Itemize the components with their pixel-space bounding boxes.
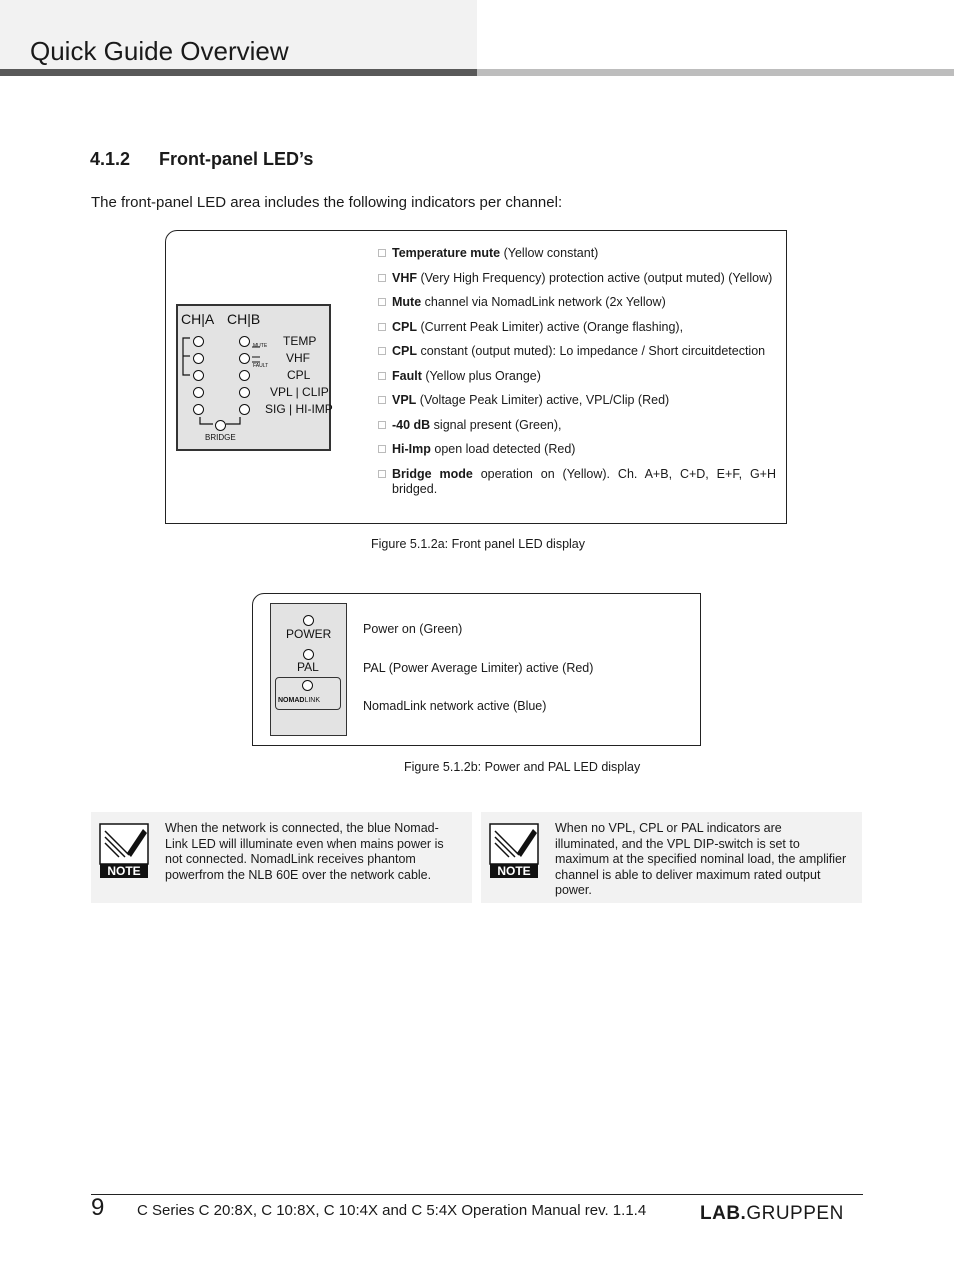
list-item: Fault (Yellow plus Orange) — [378, 369, 776, 384]
panel-label-temp: TEMP — [283, 334, 317, 348]
panel-label-vpl-clip: VPL | CLIP — [270, 385, 329, 399]
note-text: When the network is connected, the blue Nomad-Link LED will illuminate even when mains power is not connected. NomadLink receives phantom powerfrom the NLB 60E over the network cable. — [165, 821, 444, 882]
brand-logo-gruppen: GRUPPEN — [746, 1203, 844, 1224]
led-nomadlink — [302, 680, 313, 691]
note-icon — [489, 823, 539, 879]
footer-rule — [91, 1194, 863, 1195]
panel-label-sig-hiimp: SIG | HI-IMP — [265, 402, 333, 416]
figure1-caption: Figure 5.1.2a: Front panel LED display — [371, 537, 586, 551]
header-rule-light — [477, 69, 954, 76]
led-power — [303, 615, 314, 626]
list-item: VHF (Very High Frequency) protection active (output muted) (Yellow) — [378, 271, 776, 286]
note-icon — [99, 823, 149, 879]
list-item: Mute channel via NomadLink network (2x Yellow) — [378, 295, 776, 310]
led-indicator-list — [378, 246, 776, 506]
panel-label-pal: PAL — [297, 660, 319, 674]
list-item: -40 dB signal present (Green), — [378, 418, 776, 433]
intro-paragraph: The front-panel LED area includes the following indicators per channel: — [91, 194, 563, 211]
list-item: Hi-Imp open load detected (Red) — [378, 442, 776, 457]
panel-label-chb: CH|B — [227, 311, 261, 327]
footer-manual-title: C Series C 20:8X, C 10:8X, C 10:4X and C 5:4X Operation Manual rev. 1.1.4 — [137, 1202, 647, 1219]
panel-label-cpl: CPL — [287, 368, 311, 382]
panel-label-fault-small: FAULT — [253, 363, 269, 369]
brand-logo — [700, 1203, 844, 1225]
panel-label-vhf: VHF — [286, 351, 310, 365]
note-label: NOTE — [107, 864, 141, 878]
power-line-2: PAL (Power Average Limiter) active (Red) — [363, 661, 594, 675]
note-box-2 — [481, 812, 862, 903]
list-item: CPL constant (output muted): Lo impedance / Short circuitdetection — [378, 344, 776, 359]
nomadlink-badge — [275, 677, 341, 710]
panel-label-cha: CH|A — [181, 311, 215, 327]
figure-power-pal-led — [252, 593, 701, 746]
figure2-caption: Figure 5.1.2b: Power and PAL LED display — [404, 760, 641, 774]
power-line-1: Power on (Green) — [363, 622, 463, 636]
list-item: CPL (Current Peak Limiter) active (Orange flashing), — [378, 320, 776, 335]
front-panel-led-illustration — [176, 304, 331, 451]
brand-logo-lab: LAB. — [700, 1203, 747, 1224]
note-label: NOTE — [497, 864, 531, 878]
panel-label-power: POWER — [286, 627, 332, 641]
power-panel-illustration — [270, 603, 347, 736]
led-pal — [303, 649, 314, 660]
list-item: Temperature mute (Yellow constant) — [378, 246, 776, 261]
list-item: VPL (Voltage Peak Limiter) active, VPL/Clip (Red) — [378, 393, 776, 408]
page-number: 9 — [91, 1194, 105, 1221]
panel-bracket-lines — [178, 306, 333, 453]
note-text: When no VPL, CPL or PAL indicators are illuminated, and the VPL DIP-switch is set to maximum at the specified nominal load, the amplifier channel is able to deliver maximum rated output power. — [555, 821, 847, 897]
section-title: Front-panel LED’s — [159, 149, 314, 169]
panel-label-bridge: BRIDGE — [205, 433, 236, 442]
note-box-1 — [91, 812, 472, 903]
panel-label-mute-small: MUTE — [253, 343, 268, 349]
header-rule-dark — [0, 69, 477, 76]
page-header-title: Quick Guide Overview — [30, 36, 289, 66]
figure-front-panel-led — [165, 230, 787, 524]
list-item: Bridge mode operation on (Yellow). Ch. A+B, C+D, E+F, G+H bridged. — [378, 467, 776, 497]
section-number: 4.1.2 — [90, 149, 131, 169]
nomadlink-label-bold: NOMAD — [278, 697, 305, 704]
power-line-3: NomadLink network active (Blue) — [363, 699, 547, 713]
nomadlink-label-rest: LINK — [304, 697, 321, 704]
